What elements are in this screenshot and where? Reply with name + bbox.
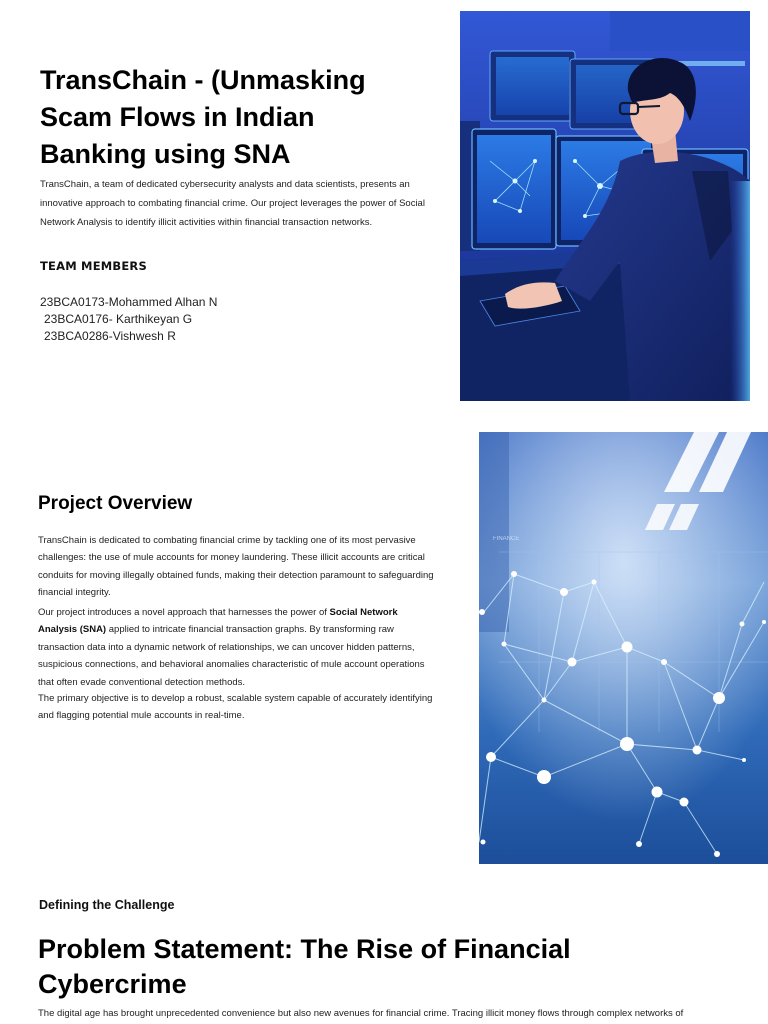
overview-paragraph: TransChain is dedicated to combating financial crime by tackling one of its most pervasive challenges: the use of mule accounts for money laundering. These illicit accounts are critical conduits for moving illegally obtained funds, making their detection paramount to safeguarding financial integrity.: [38, 535, 434, 599]
problem-statement-title: Problem Statement: The Rise of Financial Cybercrime: [38, 934, 571, 999]
overview-text: Our project introduces a novel approach that harnesses the power of: [38, 607, 330, 618]
team-members-heading: TEAM MEMBERS: [40, 259, 147, 273]
finance-sign-text: FINANCE: [493, 536, 520, 542]
team-member: 23BCA0176- Karthikeyan G: [44, 312, 193, 326]
problem-statement-paragraph: The digital age has brought unprecedented convenience but also new avenues for financial crime. Tracing illicit money flows through complex networks of: [38, 1008, 684, 1019]
intro-paragraph: TransChain, a team of dedicated cybersecurity analysts and data scientists, presents an innovative approach to combating financial crime. Our project leverages the power of Social Network Analysis to identify illicit activities within financial transaction networks.: [40, 179, 425, 228]
project-overview-heading: Project Overview: [38, 493, 193, 514]
team-member: 23BCA0173-Mohammed Alhan N: [40, 295, 218, 309]
page-title: TransChain - (Unmasking Scam Flows in Indian Banking using SNA: [40, 65, 366, 169]
section-kicker: Defining the Challenge: [39, 898, 175, 912]
overview-text: applied to intricate financial transaction graphs. By transforming raw transaction data into a dynamic network of relationships, we can uncover hidden patterns, suspicious connections, and behavioral anomalies characteristic of mule account operations that often evade conventional detection methods.: [38, 624, 425, 688]
sna-emphasis: Social Network Analysis (SNA): [38, 607, 398, 636]
network-graph-office-illustration: [479, 432, 768, 864]
cybersecurity-analyst-illustration: [460, 11, 750, 401]
overview-paragraph: [38, 604, 438, 691]
team-members-list: [40, 294, 217, 345]
overview-objective-paragraph: The primary objective is to develop a robust, scalable system capable of accurately identifying and flagging potential mule accounts in real-time.: [38, 693, 433, 722]
team-member: 23BCA0286-Vishwesh R: [44, 329, 176, 343]
